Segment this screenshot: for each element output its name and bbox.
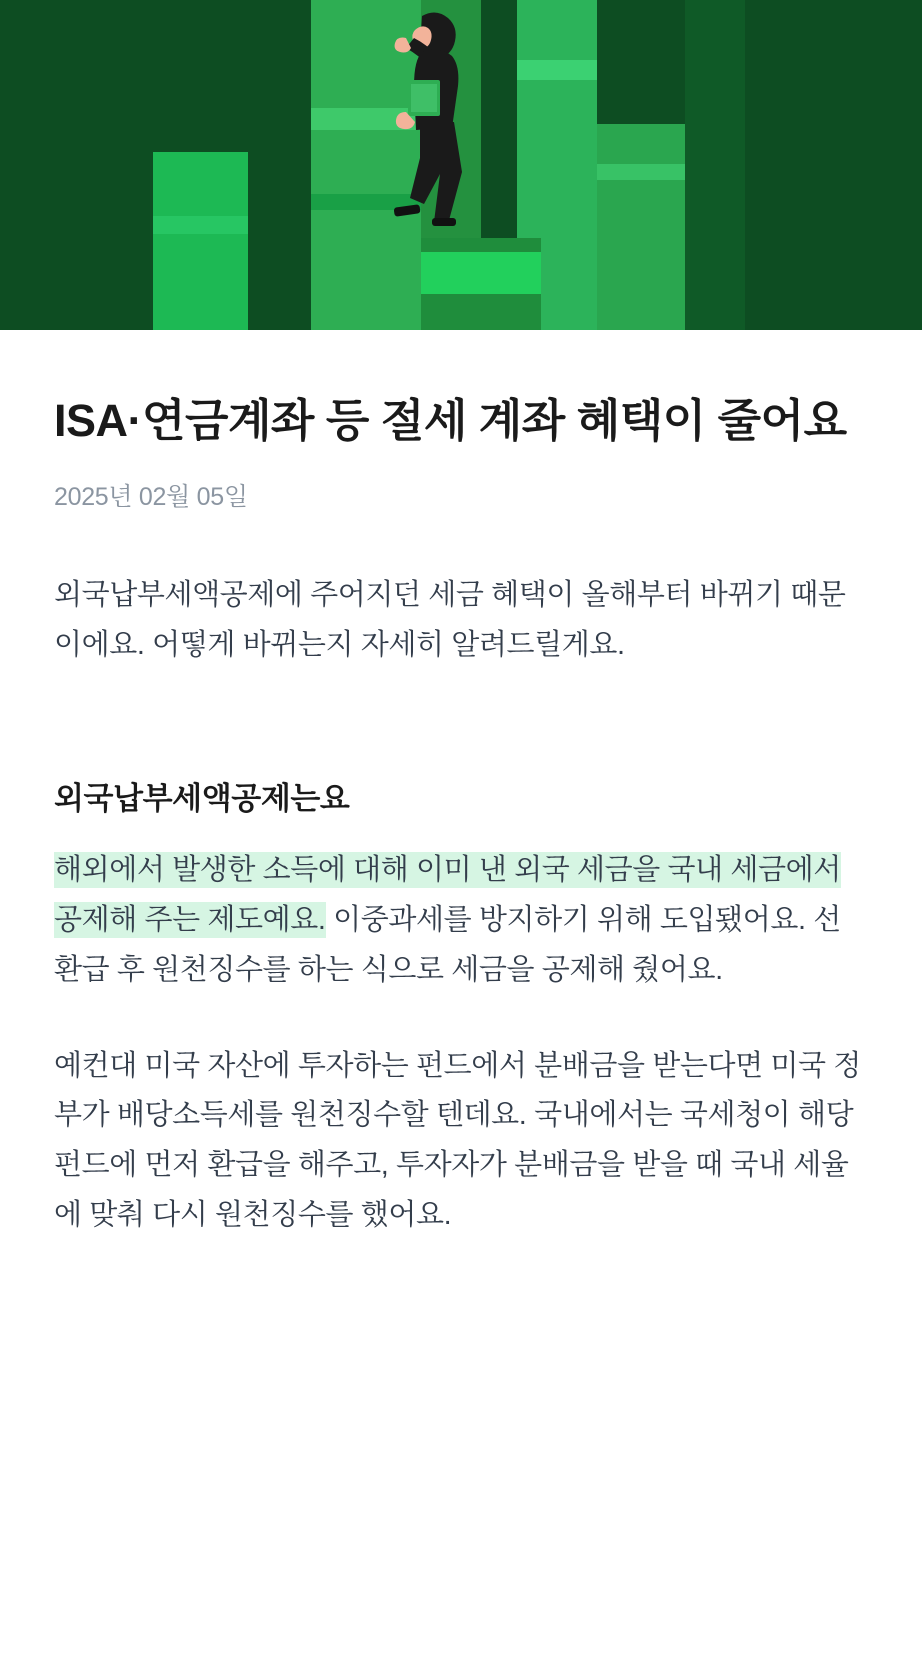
chart-bar (153, 152, 248, 330)
hero-illustration (0, 0, 922, 330)
publish-date: 2025년 02월 05일 (54, 483, 248, 512)
paragraph-1-rest: 이중과세를 방지하기 위해 도입됐어요. 선 환급 후 원천징수를 하는 식으로 세금을 공제해 줬어요. (54, 903, 841, 986)
highlighted-text: 해외에서 발생한 소득에 대해 이미 낸 외국 세금을 국내 세금에서 공제해 주는 제도예요. (54, 853, 841, 936)
lead-paragraph: 외국납부세액공제에 주어지던 세금 혜택이 올해부터 바뀌기 때문이에요. 어떻게 바뀌는지 자세히 알려드릴게요. (54, 579, 846, 662)
article-container (0, 330, 922, 1241)
chart-bar (685, 0, 745, 330)
person-figure-icon (370, 8, 500, 228)
body-paragraph-1 (54, 846, 868, 996)
section-heading: 외국납부세액공제는요 (54, 780, 350, 816)
chart-bar-highlight (517, 60, 597, 80)
body-paragraph-2: 예컨대 미국 자산에 투자하는 펀드에서 분배금을 받는다면 미국 정부가 배당소득세를 원천징수할 텐데요. 국내에서는 국세청이 해당 펀드에 먼저 환급을 해주고, 투자자가 분배금을 받을 때 국내 세율에 맞춰 다시 원천징수를 했어요. (54, 1049, 861, 1232)
chart-bar-highlight (421, 252, 541, 294)
chart-bar (597, 124, 685, 330)
chart-bar-highlight (597, 164, 685, 180)
chart-bar-highlight (153, 216, 248, 234)
page-title: ISA·연금계좌 등 절세 계좌 혜택이 줄어요 (54, 395, 847, 446)
